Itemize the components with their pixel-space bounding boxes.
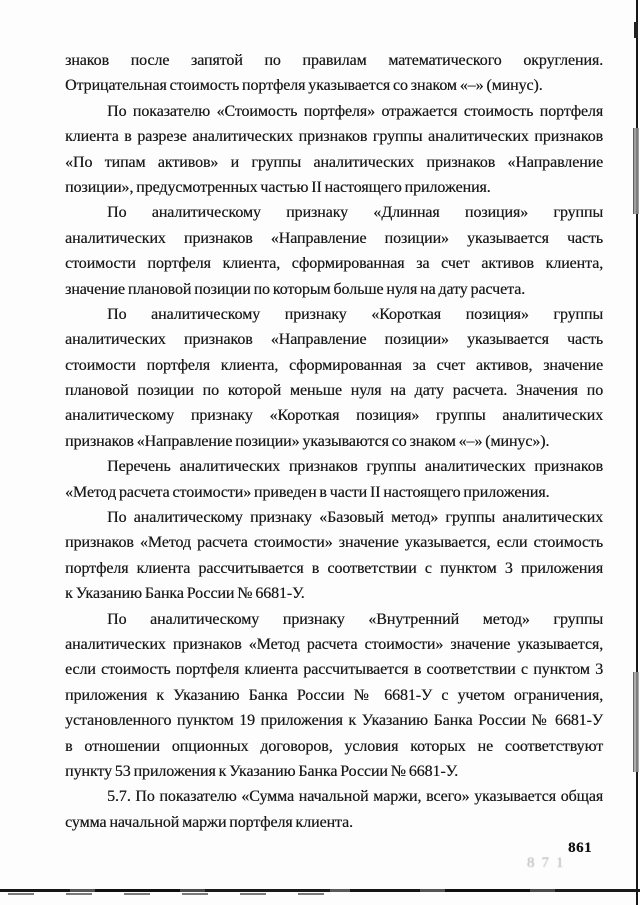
- text-line: сумма начальной маржи портфеля клиента.: [65, 813, 353, 831]
- text-line: позиции», предусмотренных частью II настоящего приложения.: [65, 178, 491, 196]
- text-line: плановой позиции по которой меньше нуля на дату расчета. Значения по: [65, 382, 603, 400]
- text-line: приложения к Указанию Банка России № 6681-У с учетом ограничения,: [65, 686, 603, 704]
- text-line: стоимости портфеля клиента, сформированная за счет активов клиента,: [65, 255, 603, 273]
- text-line: По аналитическому признаку «Короткая позиция» группы: [107, 305, 603, 323]
- page-number: 861: [568, 840, 592, 856]
- text-line: По аналитическому признаку «Внутренний метод» группы: [107, 610, 603, 628]
- text-line: значение плановой позиции по которым больше нуля на дату расчета.: [65, 280, 525, 298]
- faded-page-number: 871: [527, 855, 571, 871]
- text-line: знаков после запятой по правилам математического округления.: [65, 52, 603, 69]
- text-line: аналитических признаков «Направление позиции» указывается часть: [65, 229, 603, 247]
- text-line: аналитических признаков «Метод расчета стоимости» значение указывается,: [65, 635, 603, 653]
- scan-artifact-bottom-edge: [0, 889, 640, 892]
- text-line: клиента в разрезе аналитических признаков группы аналитических признаков: [65, 128, 603, 146]
- scan-artifact-right-line-patch: [633, 672, 639, 772]
- text-line: аналитических признаков «Направление позиции» указывается часть: [65, 331, 603, 349]
- text-line: Перечень аналитических признаков группы аналитических признаков: [107, 458, 603, 476]
- text-line: пункту 53 приложения к Указанию Банка России № 6681-У.: [65, 762, 459, 780]
- text-line: если стоимость портфеля клиента рассчитывается в соответствии с пунктом 3: [65, 661, 603, 679]
- text-line: стоимости портфеля клиента, сформированная за счет активов, значение: [65, 356, 603, 374]
- text-line: «Метод расчета стоимости» приведен в части II настоящего приложения.: [65, 483, 550, 501]
- text-line: По аналитическому признаку «Базовый метод» группы аналитических: [107, 509, 603, 527]
- text-line: к Указанию Банка России № 6681-У.: [65, 585, 305, 603]
- text-line: в отношении опционных договоров, условия которых не соответствуют: [65, 737, 603, 755]
- text-line: установленного пунктом 19 приложения к Указанию Банка России № 6681-У: [65, 712, 603, 730]
- text-line: По аналитическому признаку «Длинная позиция» группы: [107, 204, 603, 222]
- scan-artifact-right-line-patch: [633, 128, 639, 214]
- scan-artifact-right-line-blob: [634, 22, 638, 38]
- document-body: [65, 48, 603, 835]
- text-line: «По типам активов» и группы аналитических признаков «Направление: [65, 153, 603, 171]
- text-line: признаков «Направление позиции» указываются со знаком «–» (минус»).: [65, 432, 550, 450]
- text-line: По показателю «Стоимость портфеля» отражается стоимость портфеля: [107, 102, 603, 120]
- text-line: признаков «Метод расчета стоимости» значение указывается, если стоимость: [65, 534, 603, 552]
- text-line: Отрицательная стоимость портфеля указывается со знаком «–» (минус).: [65, 77, 543, 95]
- scan-artifact-bottom-dashes: [8, 893, 348, 895]
- text-line: аналитическому признаку «Короткая позиция» группы аналитических: [65, 407, 603, 425]
- text-line: портфеля клиента рассчитывается в соответствии с пунктом 3 приложения: [65, 559, 603, 577]
- text-line: 5.7. По показателю «Сумма начальной маржи, всего» указывается общая: [107, 788, 603, 806]
